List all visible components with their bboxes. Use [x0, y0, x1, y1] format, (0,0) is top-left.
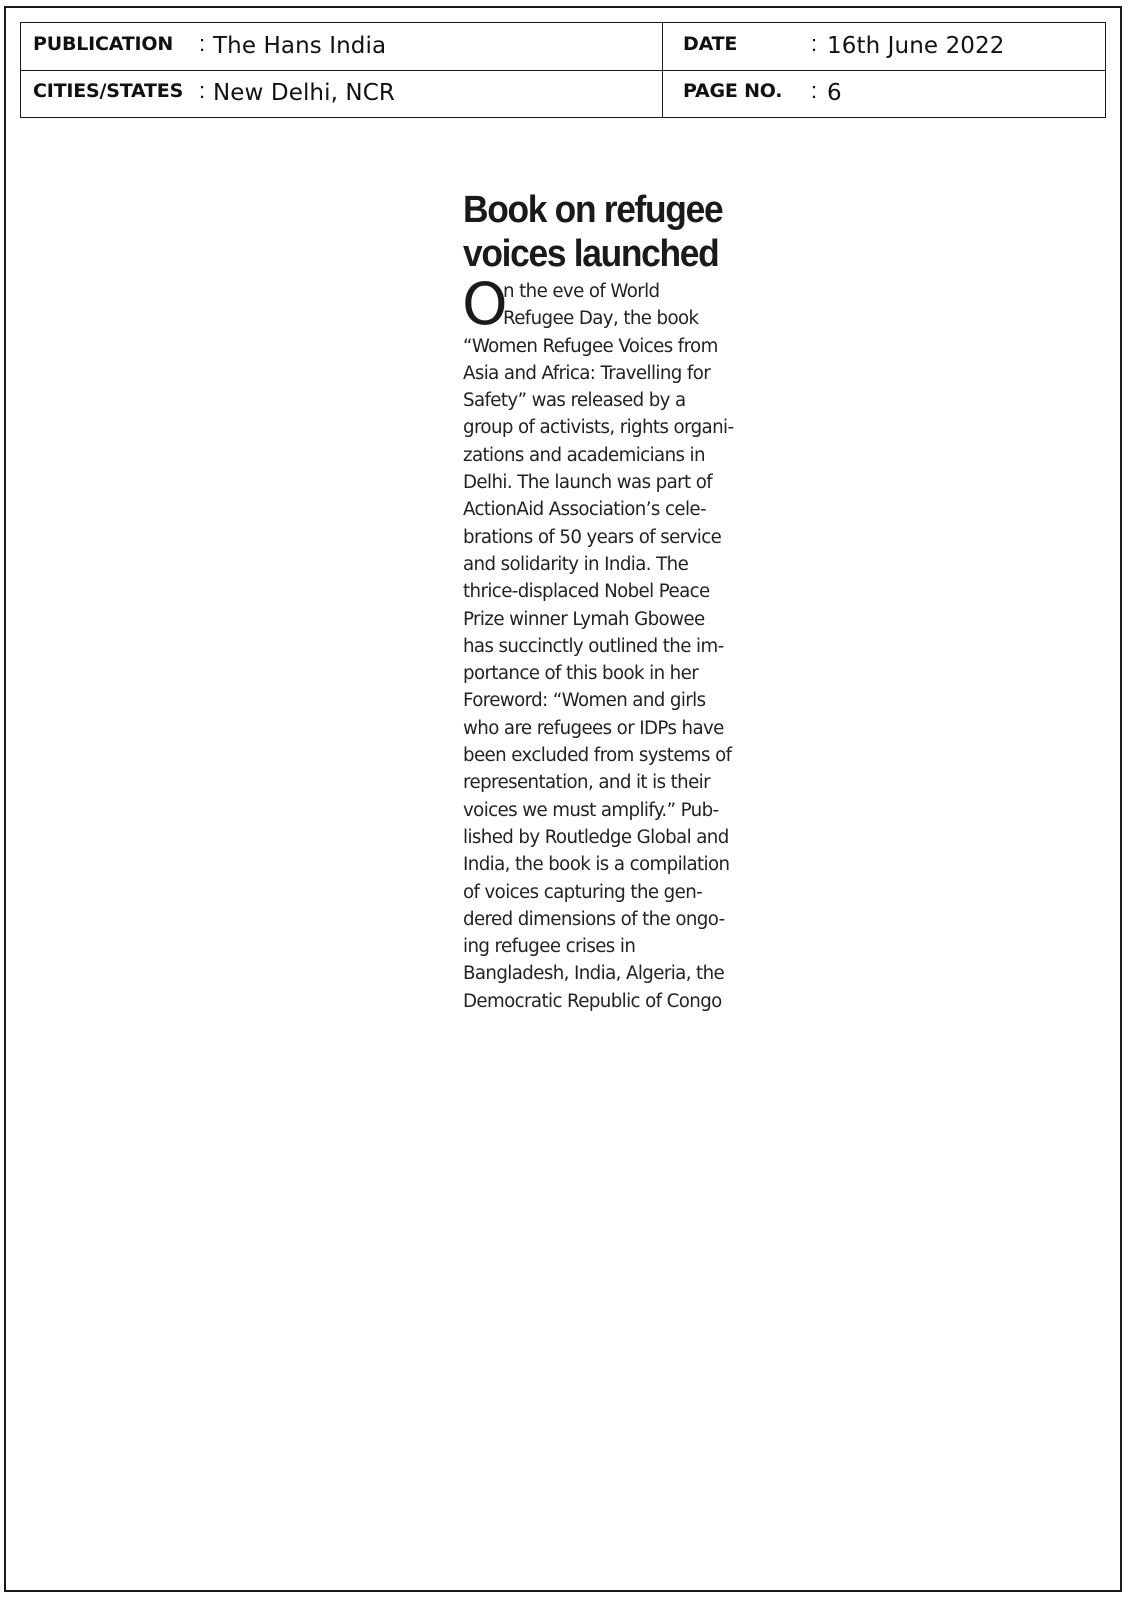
body-line: voices we must amplify.” Pub- [463, 799, 719, 821]
meta-row-cities [21, 70, 1105, 117]
publication-value: The Hans India [213, 33, 387, 59]
article-headline [463, 188, 725, 276]
body-line: ing refugee crises in [463, 936, 636, 958]
body-line: “Women Refugee Voices from [463, 335, 718, 357]
page-value: 6 [827, 80, 842, 106]
body-line: representation, and it is their [463, 772, 711, 794]
body-line: n the eve of World [503, 281, 660, 302]
news-article [463, 188, 745, 1015]
date-colon: : [811, 31, 818, 56]
clipping-info-table [20, 22, 1106, 118]
body-line: Asia and Africa: Travelling for [463, 362, 711, 384]
body-line: Delhi. The launch was part of [463, 472, 713, 494]
body-line: and solidarity in India. The [463, 553, 689, 575]
body-line: portance of this book in her [463, 663, 699, 685]
meta-column-divider [662, 23, 663, 117]
article-body [462, 270, 745, 1015]
body-line: Democratic Republic of Congo [463, 990, 722, 1012]
body-line: dered dimensions of the ongo- [463, 908, 725, 930]
body-line: group of activists, rights organi- [463, 417, 734, 439]
body-line: Refugee Day, the book [503, 308, 699, 330]
body-line: zations and academicians in [463, 444, 705, 466]
body-line: been excluded from systems of [463, 745, 732, 767]
cities-label: CITIES/STATES [33, 80, 184, 102]
body-line: who are refugees or IDPs have [463, 717, 724, 739]
body-line: ActionAid Association’s cele- [463, 499, 706, 521]
headline-line-1: Book on refugee [463, 189, 723, 231]
date-label: DATE [683, 33, 738, 55]
publication-colon: : [199, 31, 206, 56]
page-label: PAGE NO. [683, 80, 783, 102]
body-line: Prize winner Lymah Gbowee [463, 608, 705, 630]
meta-row-publication [21, 23, 1105, 71]
headline-line-2: voices launched [463, 233, 719, 275]
date-value: 16th June 2022 [827, 33, 1005, 59]
body-line: has succinctly outlined the im- [463, 635, 724, 657]
cities-value: New Delhi, NCR [213, 80, 395, 106]
body-line: thrice-displaced Nobel Peace [463, 581, 710, 603]
body-line: Bangladesh, India, Algeria, the [463, 963, 725, 985]
body-line: Foreword: “Women and girls [463, 690, 706, 712]
body-line: of voices capturing the gen- [463, 881, 703, 903]
body-line: Safety” was released by a [463, 390, 686, 412]
page-colon: : [811, 78, 818, 103]
body-line: brations of 50 years of service [463, 526, 722, 548]
publication-label: PUBLICATION [33, 33, 174, 55]
dropcap-paragraph-start [462, 270, 745, 338]
cities-colon: : [199, 78, 206, 103]
body-line: lished by Routledge Global and [463, 826, 729, 848]
drop-cap: O [462, 270, 508, 338]
body-line: India, the book is a compilation [463, 854, 730, 876]
